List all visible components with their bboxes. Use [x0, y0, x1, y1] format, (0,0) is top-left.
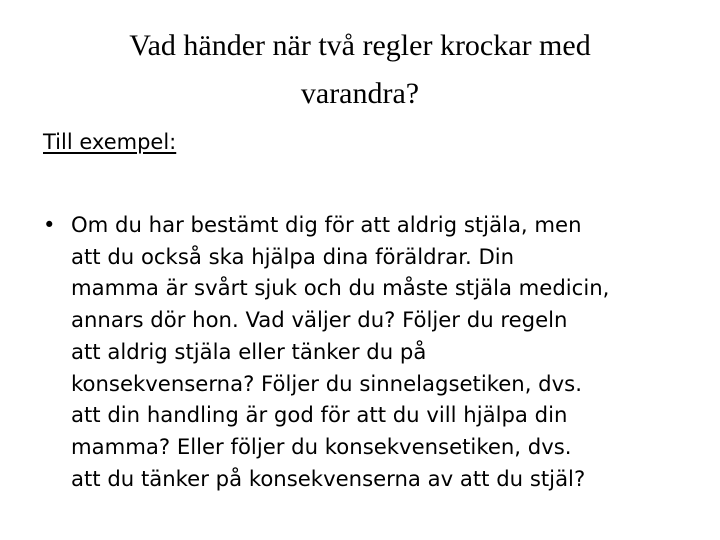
bullet-marker: • [43, 212, 56, 237]
bullet-text-line-4: annars dör hon. Vad väljer du? Följer du regeln [71, 307, 568, 333]
example-subheading: Till exempel: [43, 130, 177, 154]
bullet-text-line-7: att din handling är god för att du vill hjälpa din [71, 402, 568, 428]
bullet-text-line-3: mamma är svårt sjuk och du måste stjäla medicin, [71, 275, 610, 301]
slide-title-line-1: Vad händer när två regler krockar med [129, 29, 591, 62]
bullet-text-line-9: att du tänker på konsekvenserna av att du stjäl? [71, 465, 586, 491]
bullet-list [43, 209, 703, 494]
slide-title-line-2: varandra? [300, 77, 420, 110]
bullet-text-line-2: att du också ska hjälpa dina föräldrar. Din [71, 243, 515, 269]
bullet-text-line-6: konsekvenserna? Följer du sinnelagsetiken, dvs. [71, 370, 582, 396]
slide-title [60, 22, 660, 118]
bullet-text-line-1: Om du har bestämt dig för att aldrig stjäla, men [71, 212, 582, 237]
bullet-text-line-8: mamma? Eller följer du konsekvensetiken, dvs. [71, 433, 572, 459]
bullet-item [43, 209, 703, 494]
bullet-text-line-5: att aldrig stjäla eller tänker du på [71, 338, 427, 364]
